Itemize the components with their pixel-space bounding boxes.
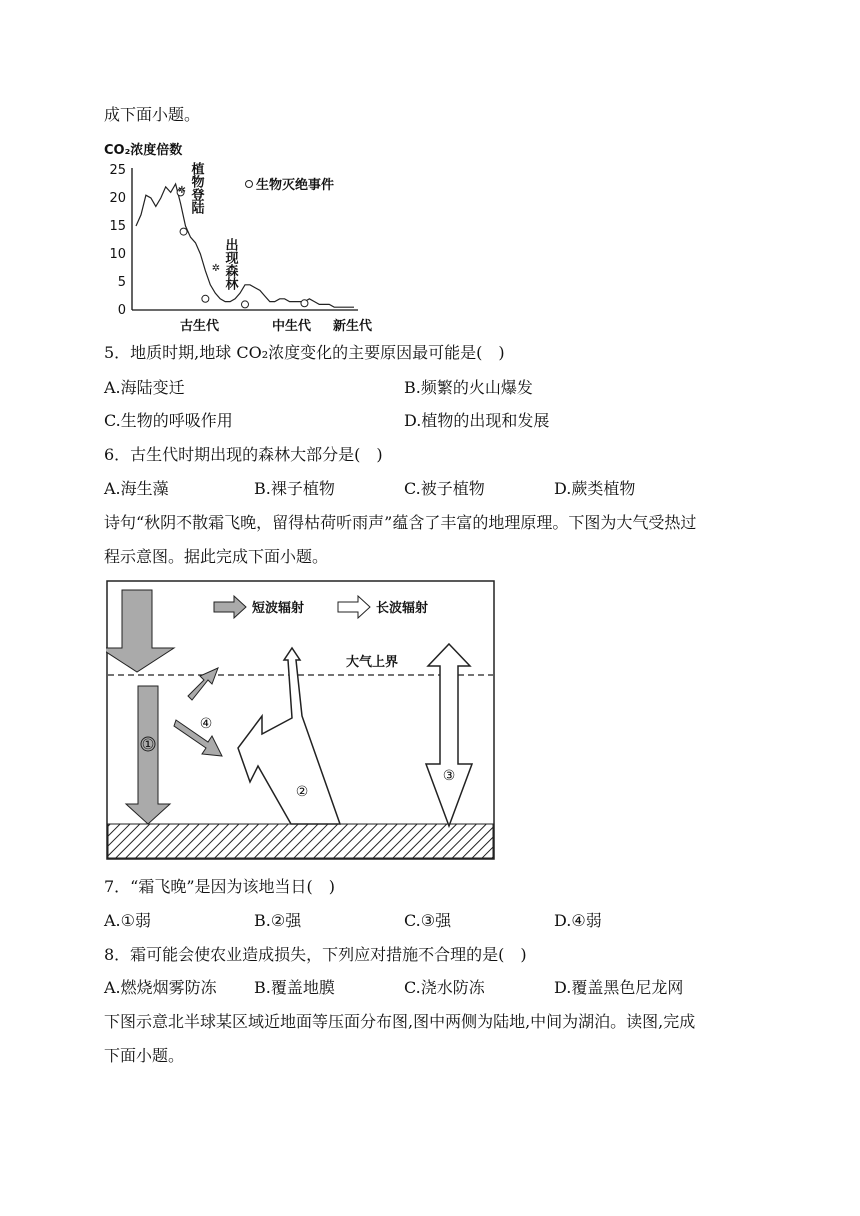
- q8-option-d[interactable]: D.覆盖黑色尼龙网: [554, 978, 684, 997]
- x-label-paleozoic: 古生代: [180, 319, 220, 334]
- intro2-line1: 诗句“秋阴不散霜飞晚，留得枯荷听雨声”蕴含了丰富的地理原理。下图为大气受热过: [104, 513, 697, 532]
- y-tick-label: 25: [109, 163, 126, 178]
- q5-stem: 5．地质时期,地球 CO₂浓度变化的主要原因最可能是( ): [104, 343, 505, 362]
- q5-option-c[interactable]: C.生物的呼吸作用: [104, 411, 233, 430]
- y-tick-label: 10: [109, 247, 126, 262]
- q7-stem: 7．“霜飞晚”是因为该地当日( ): [104, 877, 336, 896]
- q7-option-c[interactable]: C.③强: [404, 911, 452, 930]
- legend-short-label: 短波辐射: [252, 601, 305, 616]
- q6-option-b[interactable]: B.裸子植物: [254, 479, 335, 498]
- label-4: ④: [199, 716, 213, 732]
- extinction-event-marker: [202, 295, 209, 302]
- label-3: ③: [442, 768, 456, 784]
- q8-stem: 8．霜可能会使农业造成损失，下列应对措施不合理的是( ): [104, 945, 527, 964]
- annotation-forest: 出现森林: [222, 238, 238, 290]
- chart-ylabel: CO₂浓度倍数: [104, 143, 183, 158]
- q6-stem: 6．古生代时期出现的森林大部分是( ): [104, 445, 383, 464]
- q6-option-a[interactable]: A.海生藻: [104, 479, 169, 498]
- label-1: ①: [141, 737, 155, 753]
- q7-option-b[interactable]: B.②强: [254, 911, 302, 930]
- q5-option-b[interactable]: B.频繁的火山爆发: [404, 378, 533, 397]
- intro3-line2: 下面小题。: [104, 1046, 185, 1065]
- x-label-mesozoic: 中生代: [272, 319, 312, 334]
- intro3-line1: 下图示意北半球某区域近地面等压面分布图,图中两侧为陆地,中间为湖泊。读图,完成: [104, 1012, 696, 1031]
- y-tick-label: 0: [117, 303, 126, 318]
- y-tick-label: 5: [117, 275, 126, 290]
- x-label-cenozoic: 新生代: [333, 319, 373, 334]
- co2-chart: [100, 138, 390, 338]
- atmosphere-heating-diagram: [106, 580, 496, 862]
- extinction-event-marker: [180, 228, 187, 235]
- y-tick-label: 20: [109, 191, 126, 206]
- legend-extinction-marker: [246, 181, 253, 188]
- legend-long-label: 长波辐射: [376, 601, 429, 616]
- intro-text-tail: 成下面小题。: [104, 105, 201, 124]
- intro2-line2: 程示意图。据此完成下面小题。: [104, 547, 329, 566]
- q6-option-d[interactable]: D.蕨类植物: [554, 479, 636, 498]
- q7-option-a[interactable]: A.①弱: [104, 911, 151, 930]
- label-2: ②: [295, 784, 309, 800]
- ground-hatch: [108, 824, 493, 858]
- extinction-event-marker: [242, 301, 249, 308]
- q8-option-b[interactable]: B.覆盖地膜: [254, 978, 335, 997]
- q6-option-c[interactable]: C.被子植物: [404, 479, 485, 498]
- q5-option-d[interactable]: D.植物的出现和发展: [404, 411, 550, 430]
- annotation-plant-landing: 植物登陆: [188, 162, 204, 214]
- atmosphere-top-label: 大气上界: [346, 655, 399, 670]
- star-marker-plant: ✲: [177, 185, 187, 196]
- co2-series-line: [136, 184, 354, 307]
- q5-option-a[interactable]: A.海陆变迁: [104, 378, 185, 397]
- extinction-event-marker: [301, 300, 308, 307]
- star-marker-forest: ✲: [211, 263, 221, 274]
- q7-option-d[interactable]: D.④弱: [554, 911, 602, 930]
- q8-option-c[interactable]: C.浇水防冻: [404, 978, 485, 997]
- q8-option-a[interactable]: A.燃烧烟雾防冻: [104, 978, 217, 997]
- legend-extinction-label: 生物灭绝事件: [256, 178, 335, 193]
- y-tick-label: 15: [109, 219, 126, 234]
